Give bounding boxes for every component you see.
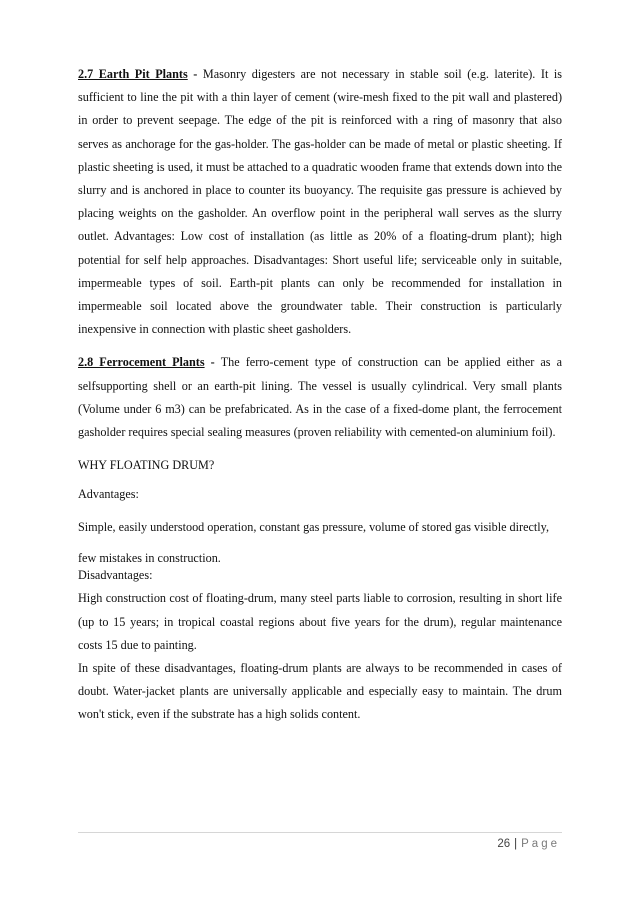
heading-ferrocement-plants: 2.8 Ferrocement Plants (78, 355, 205, 370)
advantages-text-continued: few mistakes in construction. (78, 551, 221, 566)
advantages-text: Simple, easily understood operation, constant gas pressure, volume of stored gas visible directly, (78, 520, 550, 535)
paragraph-ferrocement-plants (78, 351, 562, 444)
footer-separator: | (514, 838, 518, 850)
paragraph-earth-pit-plants (78, 63, 562, 341)
closing-paragraph: In spite of these disadvantages, floating-drum plants are always to be recommended in cases of doubt. Water-jacket plants are universally applicable and especially easy to maintain. The drum won't stick, even if the substrate has a high solids content. (78, 661, 562, 722)
disadvantages-label: Disadvantages: (78, 568, 153, 583)
why-floating-drum-heading: WHY FLOATING DRUM? (78, 458, 215, 473)
body-ferrocement-plants: The ferro-cement type of construction can be applied either as a selfsupporting shell or an earth-pit lining. The vessel is usually cylindrical. Very small plants (Volume under 6 m3) can be prefabricated. As in the case of a fixed-dome plant, the ferrocement gasholder requires special sealing measures (proven reliability with cemented-on aluminium foil). (78, 355, 562, 440)
heading-dash: - (204, 355, 221, 370)
footer-divider (78, 832, 562, 833)
page-footer (497, 838, 560, 850)
heading-dash: - (187, 67, 203, 81)
disadvantages-text: High construction cost of floating-drum, many steel parts liable to corrosion, resulting in short life (up to 15 years; in tropical coastal regions about five years for the drum), regular maintenance costs 15 due to painting. (78, 591, 562, 652)
heading-earth-pit-plants: 2.7 Earth Pit Plants (78, 67, 188, 81)
page-number: 26 (497, 838, 511, 850)
advantages-label: Advantages: (78, 487, 139, 502)
page-content (78, 63, 562, 727)
body-earth-pit-plants: Masonry digesters are not necessary in stable soil (e.g. laterite). It is sufficient to line the pit with a thin layer of cement (wire-mesh fixed to the pit wall and plastered) in order to prevent seepage. The edge of the pit is reinforced with a ring of masonry that also serves as anchorage for the gas-holder. The gas-holder can be made of metal or plastic sheeting. If plastic sheeting is used, it must be attached to a quadratic wooden frame that extends down into the slurry and is anchored in place to counter its buoyancy. The requisite gas pressure is achieved by placing weights on the gasholder. An overflow point in the peripheral wall serves as the slurry outlet. Advantages: Low cost of installation (as little as 20% of a floating-drum plant); high potential for self help approaches. Disadvantages: Short useful life; serviceable only in suitable, impermeable types of soil. Earth-pit plants can only be recommended for installation in impermeable soil located above the groundwater table. Their construction is particularly inexpensive in connection with plastic sheet gasholders. (78, 67, 563, 337)
page-word: Page (521, 838, 560, 850)
